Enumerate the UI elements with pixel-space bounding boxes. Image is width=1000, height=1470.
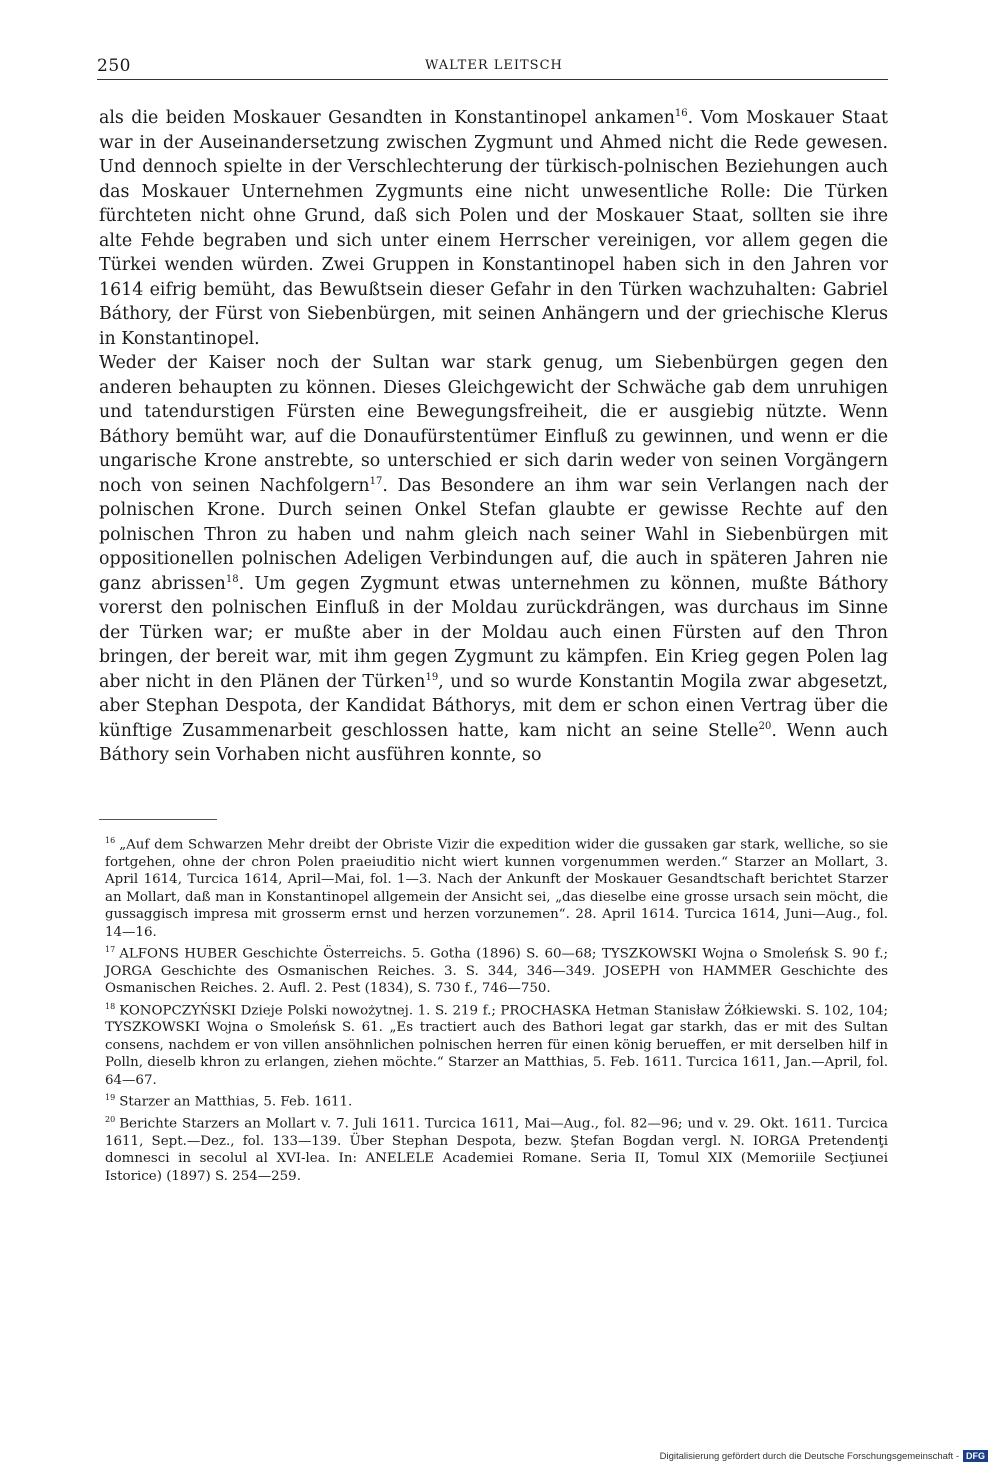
credit-text: Digitalisierung gefördert durch die Deutsche Forschungsgemeinschaft - bbox=[659, 1450, 959, 1462]
footnote-ref-19[interactable]: 19 bbox=[425, 671, 439, 683]
footnote-text: Berichte Starzers an Mollart v. 7. Juli 1611. Turcica 1611, Mai—Aug., fol. 82—96; und v. 29. Okt. 1611. Turcica 1611, Sept.—Dez., fol. 133—139. Über Stephan Despota, bezw. Ştefan Bogdan vergl. N. IORGA Pretendenţi domnesci in secolul al XVI-lea. In: ANELELE Academiei Romane. Seria II, Tomul XIX (Memoriile Secţiunei Istorice) (1897) S. 254—259. bbox=[105, 1116, 888, 1184]
footnote-19 bbox=[105, 1089, 888, 1111]
footnote-number: 19 bbox=[105, 1093, 116, 1103]
footnote-text: KONOPCZYŃSKI Dzieje Polski nowożytnej. 1. S. 219 f.; PROCHASKA Hetman Stanisław Żółkiewski. S. 102, 104; TYSZKOWSKI Wojna o Smoleńsk S. 61. „Es tractiert auch des Bathori legat gar starkh, das er mit des Sultan consens, nachdem er von villen ansöhnlichen polnischen herren für einen könig berueffen, er mit derselben hilf in Polln, dieselb khron zu erlangen, ziehen möchte.“ Starzer an Matthias, 5. Feb. 1611. Turcica 1611, Jan.—April, fol. 64—67. bbox=[105, 1003, 888, 1088]
footnote-text: ALFONS HUBER Geschichte Österreichs. 5. Gotha (1896) S. 60—68; TYSZKOWSKI Wojna o Smoleńsk S. 90 f.; JORGA Geschichte des Osmanischen Reiches. 3. S. 344, 346—349. JOSEPH von HAMMER Geschichte des Osmanischen Reiches. 2. Aufl. 2. Pest (1834), S. 730 f., 746—750. bbox=[105, 946, 888, 997]
footnote-20 bbox=[105, 1111, 888, 1185]
footnotes bbox=[105, 832, 888, 1185]
paragraph-1-text-b: . Vom Moskauer Staat war in der Auseinandersetzung zwischen Zygmunt und Ahmed nicht die Rede gewesen. Und dennoch spielte in der Verschlechterung der türkisch-polnischen Beziehungen auch das Moskauer Unternehmen Zygmunts eine nicht unwesentliche Rolle: Die Türken fürchteten nicht ohne Grund, daß sich Polen und der Moskauer Staat, sollten sie ihre alte Fehde begraben und sich unter einem Herrscher vereinigen, vor allem gegen die Türkei wenden würden. Zwei Gruppen in Konstantinopel haben sich in den Jahren vor 1614 eifrig bemüht, das Bewußtsein dieser Gefahr in den Türken wachzuhalten: Gabriel Báthory, der Fürst von Siebenbürgen, mit seinen Anhängern und der griechische Klerus in Konstantinopel. bbox=[99, 108, 889, 349]
paragraph-2-text-b: . Das Besondere an ihm war sein Verlangen nach der polnischen Krone. Durch seinen Onkel Stefan glaubte er gewisse Rechte auf den polnischen Thron zu haben und nahm gleich nach seiner Wahl in Siebenbürgen mit oppositionellen polnischen Adeligen Verbindungen auf, die auch in späteren Jahren nie ganz abrissen bbox=[99, 475, 889, 594]
dfg-logo: DFG bbox=[963, 1450, 988, 1462]
footnote-17 bbox=[105, 941, 888, 998]
footnote-text: „Auf dem Schwarzen Mehr dreibt der Obriste Vizir die expedition wider die gussaken gar stark, welliche, so sie fortgehen, ohne der chron Polen praeiuditio nicht wiert kunnen vorgenummen werden.“ Starzer an Mollart, 3. April 1614, Turcica 1614, April—Mai, fol. 1—3. Nach der Ankunft der Moskauer Gesandtschaft berichtet Starzer an Mollart, daß man in Konstantinopel allgemein der Ansicht sei, „das dieselbe eine grosse ursach sein möcht, die gussaggisch impresa mit grosserm ernst und herzen vorzunemen“. 28. April 1614. Turcica 1614, Juni—Aug., fol. 14—16. bbox=[105, 837, 888, 940]
paragraph-1 bbox=[99, 106, 888, 351]
header-rule bbox=[97, 79, 888, 80]
paragraph-2-text-a: Weder der Kaiser noch der Sultan war stark genug, um Siebenbürgen gegen den anderen behaupten zu können. Dieses Gleichgewicht der Schwäche gab dem unruhigen und tatendurstigen Fürsten eine Bewegungsfreiheit, die er ausgiebig nützte. Wenn Báthory bemüht war, auf die Donaufürstentümer Einfluß zu gewinnen, und wenn er die ungarische Krone anstrebte, so unterschied er sich darin weder von seinen Vorgängern noch von seinen Nachfolgern bbox=[99, 353, 888, 496]
footnote-number: 18 bbox=[105, 1001, 116, 1011]
page-number: 250 bbox=[97, 56, 131, 76]
paragraph-2-text-d: , und so wurde Konstantin Mogila zwar abgesetzt, aber Stephan Despota, der Kandidat Báthorys, mit dem er schon einen Vertrag über die künftige Zusammenarbeit geschlossen hatte, kam nicht an seine Stelle bbox=[99, 671, 888, 741]
paragraph-1-text-a: als die beiden Moskauer Gesandten in Konstantinopel ankamen bbox=[99, 108, 675, 128]
footnote-ref-16[interactable]: 16 bbox=[674, 108, 688, 120]
footnote-16 bbox=[105, 832, 888, 941]
footnote-number: 20 bbox=[105, 1114, 116, 1124]
paragraph-2-text-e: . Wenn auch Báthory sein Vorhaben nicht ausführen konnte, so bbox=[99, 720, 889, 765]
footnote-ref-18[interactable]: 18 bbox=[225, 573, 239, 585]
footnote-text: Starzer an Matthias, 5. Feb. 1611. bbox=[119, 1094, 353, 1110]
footnote-number: 17 bbox=[105, 944, 116, 954]
main-text bbox=[99, 106, 888, 768]
footnote-18 bbox=[105, 998, 888, 1090]
footnote-number: 16 bbox=[105, 836, 116, 845]
footnote-ref-17[interactable]: 17 bbox=[369, 475, 383, 487]
paragraph-2-text-c: . Um gegen Zygmunt etwas unternehmen zu können, mußte Báthory vorerst den polnischen Einfluß in der Moldau zurückdrängen, was durchaus im Sinne der Türken war; er mußte aber in der Moldau auch einen Fürsten auf den Thron bringen, der bereit war, mit ihm gegen Zygmunt zu kämpfen. Ein Krieg gegen Polen lag aber nicht in den Plänen der Türken bbox=[99, 573, 888, 692]
digitization-credit bbox=[660, 1450, 988, 1462]
running-head: WALTER LEITSCH bbox=[425, 58, 563, 73]
footnote-rule bbox=[99, 819, 217, 820]
paragraph-2 bbox=[99, 351, 888, 768]
footnote-ref-20[interactable]: 20 bbox=[758, 720, 772, 732]
